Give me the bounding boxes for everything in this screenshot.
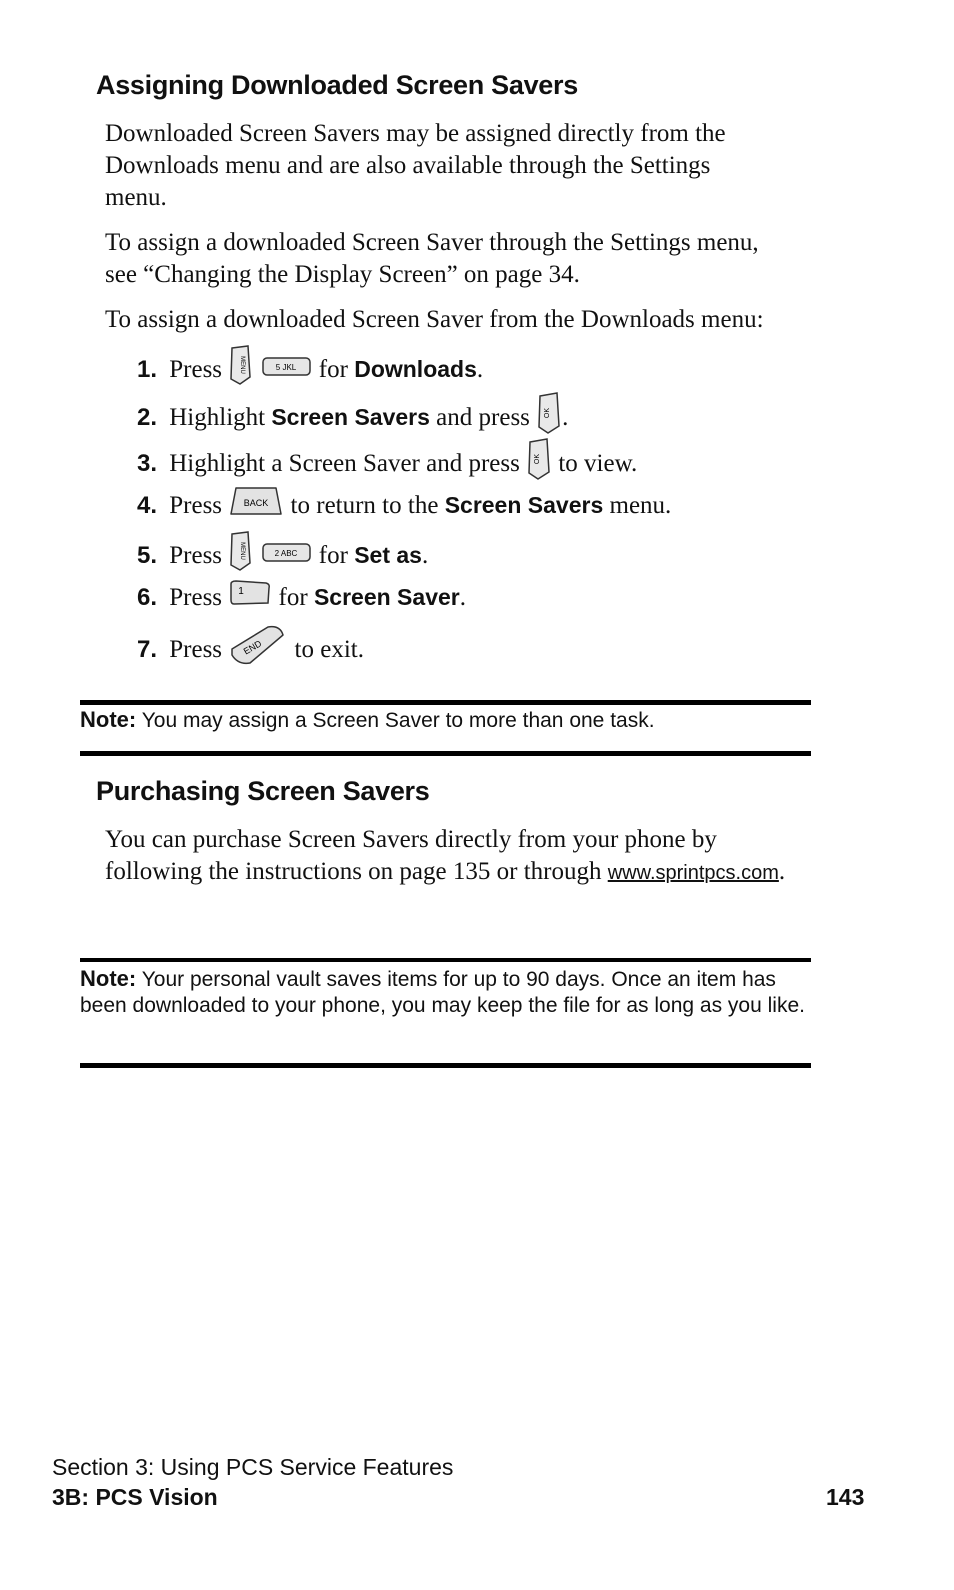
paragraph-text: . xyxy=(778,858,786,885)
footer-chapter: 3B: PCS Vision xyxy=(52,1484,218,1510)
step-text: Press xyxy=(169,542,223,570)
step-number: 7. xyxy=(137,636,158,664)
note-text: You may assign a Screen Saver to more than one task. xyxy=(141,709,655,732)
paragraph-purchasing xyxy=(105,824,805,889)
step-text: for xyxy=(318,356,348,384)
step-keyword: Set as xyxy=(354,542,422,569)
note-label: Note: xyxy=(80,966,137,991)
step-text: . xyxy=(421,542,429,570)
paragraph-downloads-menu: To assign a downloaded Screen Saver from the Downloads menu: xyxy=(105,306,764,333)
note-box-1 xyxy=(80,707,811,734)
step-text: to view. xyxy=(558,450,638,478)
step-number: 6. xyxy=(137,584,158,611)
note-text: Your personal vault saves items for up to 90 days. Once an item has been downloaded to your phone, you may keep the file for as long as you like. xyxy=(80,968,805,1017)
page-number: 143 xyxy=(826,1484,865,1510)
step-text: for xyxy=(318,542,348,570)
step-number: 4. xyxy=(137,492,158,520)
end-key-label: END xyxy=(242,638,264,657)
section-heading-purchasing: Purchasing Screen Savers xyxy=(96,776,430,806)
note-bottom-rule xyxy=(80,1063,811,1068)
paragraph-text: You can purchase Screen Savers directly from your phone by following the instructions on page 135 or through xyxy=(105,826,717,885)
one-key-icon xyxy=(228,578,272,621)
step-2 xyxy=(137,392,568,432)
step-text: to exit. xyxy=(294,636,364,664)
step-text: . xyxy=(476,356,484,384)
note-box-2 xyxy=(80,966,811,1019)
step-7 xyxy=(137,623,364,663)
step-text: to return to the xyxy=(290,492,439,520)
two-key-icon xyxy=(261,538,313,578)
step-text: . xyxy=(459,584,466,611)
step-number: 5. xyxy=(137,542,158,570)
step-5 xyxy=(137,531,428,571)
step-number: 2. xyxy=(137,404,158,432)
section-heading-assigning: Assigning Downloaded Screen Savers xyxy=(96,70,578,100)
step-keyword: Screen Savers xyxy=(271,404,430,431)
step-text: menu. xyxy=(609,492,672,520)
menu-key-icon xyxy=(228,345,254,398)
back-key-label: BACK xyxy=(244,498,269,508)
back-key-icon xyxy=(228,484,284,531)
step-text: Press xyxy=(169,492,223,520)
step-text: Highlight xyxy=(169,404,266,432)
end-key-icon xyxy=(228,623,288,680)
menu-key-label: MENU xyxy=(239,542,246,560)
step-keyword: Downloads xyxy=(354,356,477,383)
note-bottom-rule xyxy=(80,751,811,756)
two-key-label: 2 ABC xyxy=(274,548,297,558)
step-text: Press xyxy=(169,636,223,664)
step-6 xyxy=(137,577,466,617)
ok-key-label: OK xyxy=(544,407,552,419)
step-text: . xyxy=(562,404,569,432)
menu-key-label: MENU xyxy=(239,356,246,374)
step-text: Press xyxy=(169,584,223,611)
sprintpcs-link[interactable]: www.sprintpcs.com xyxy=(607,862,779,884)
paragraph-intro: Downloaded Screen Savers may be assigned directly from the Downloads menu and are also available through the Settings menu. xyxy=(105,120,726,211)
step-keyword: Screen Savers xyxy=(444,492,604,519)
one-key-label: 1 xyxy=(238,585,245,597)
note-label: Note: xyxy=(80,707,137,732)
step-4 xyxy=(137,484,671,524)
ok-key-label: OK xyxy=(534,453,542,465)
five-key-icon xyxy=(261,352,313,392)
step-1 xyxy=(137,345,483,385)
step-text: for xyxy=(278,584,308,611)
step-number: 3. xyxy=(137,450,158,478)
step-number: 1. xyxy=(137,356,158,384)
step-keyword: Screen Saver xyxy=(313,584,460,610)
step-text: Highlight a Screen Saver and press xyxy=(169,450,520,478)
step-text: Press xyxy=(169,356,223,384)
paragraph-settings: To assign a downloaded Screen Saver through the Settings menu, see “Changing the Display Screen” on page 34. xyxy=(105,229,759,288)
step-text: and press xyxy=(436,404,530,432)
five-key-label: 5 JKL xyxy=(275,362,296,372)
footer-section-title: Section 3: Using PCS Service Features xyxy=(52,1454,454,1480)
note-top-rule xyxy=(80,700,811,705)
note-top-rule xyxy=(80,958,811,962)
step-3 xyxy=(137,438,637,478)
